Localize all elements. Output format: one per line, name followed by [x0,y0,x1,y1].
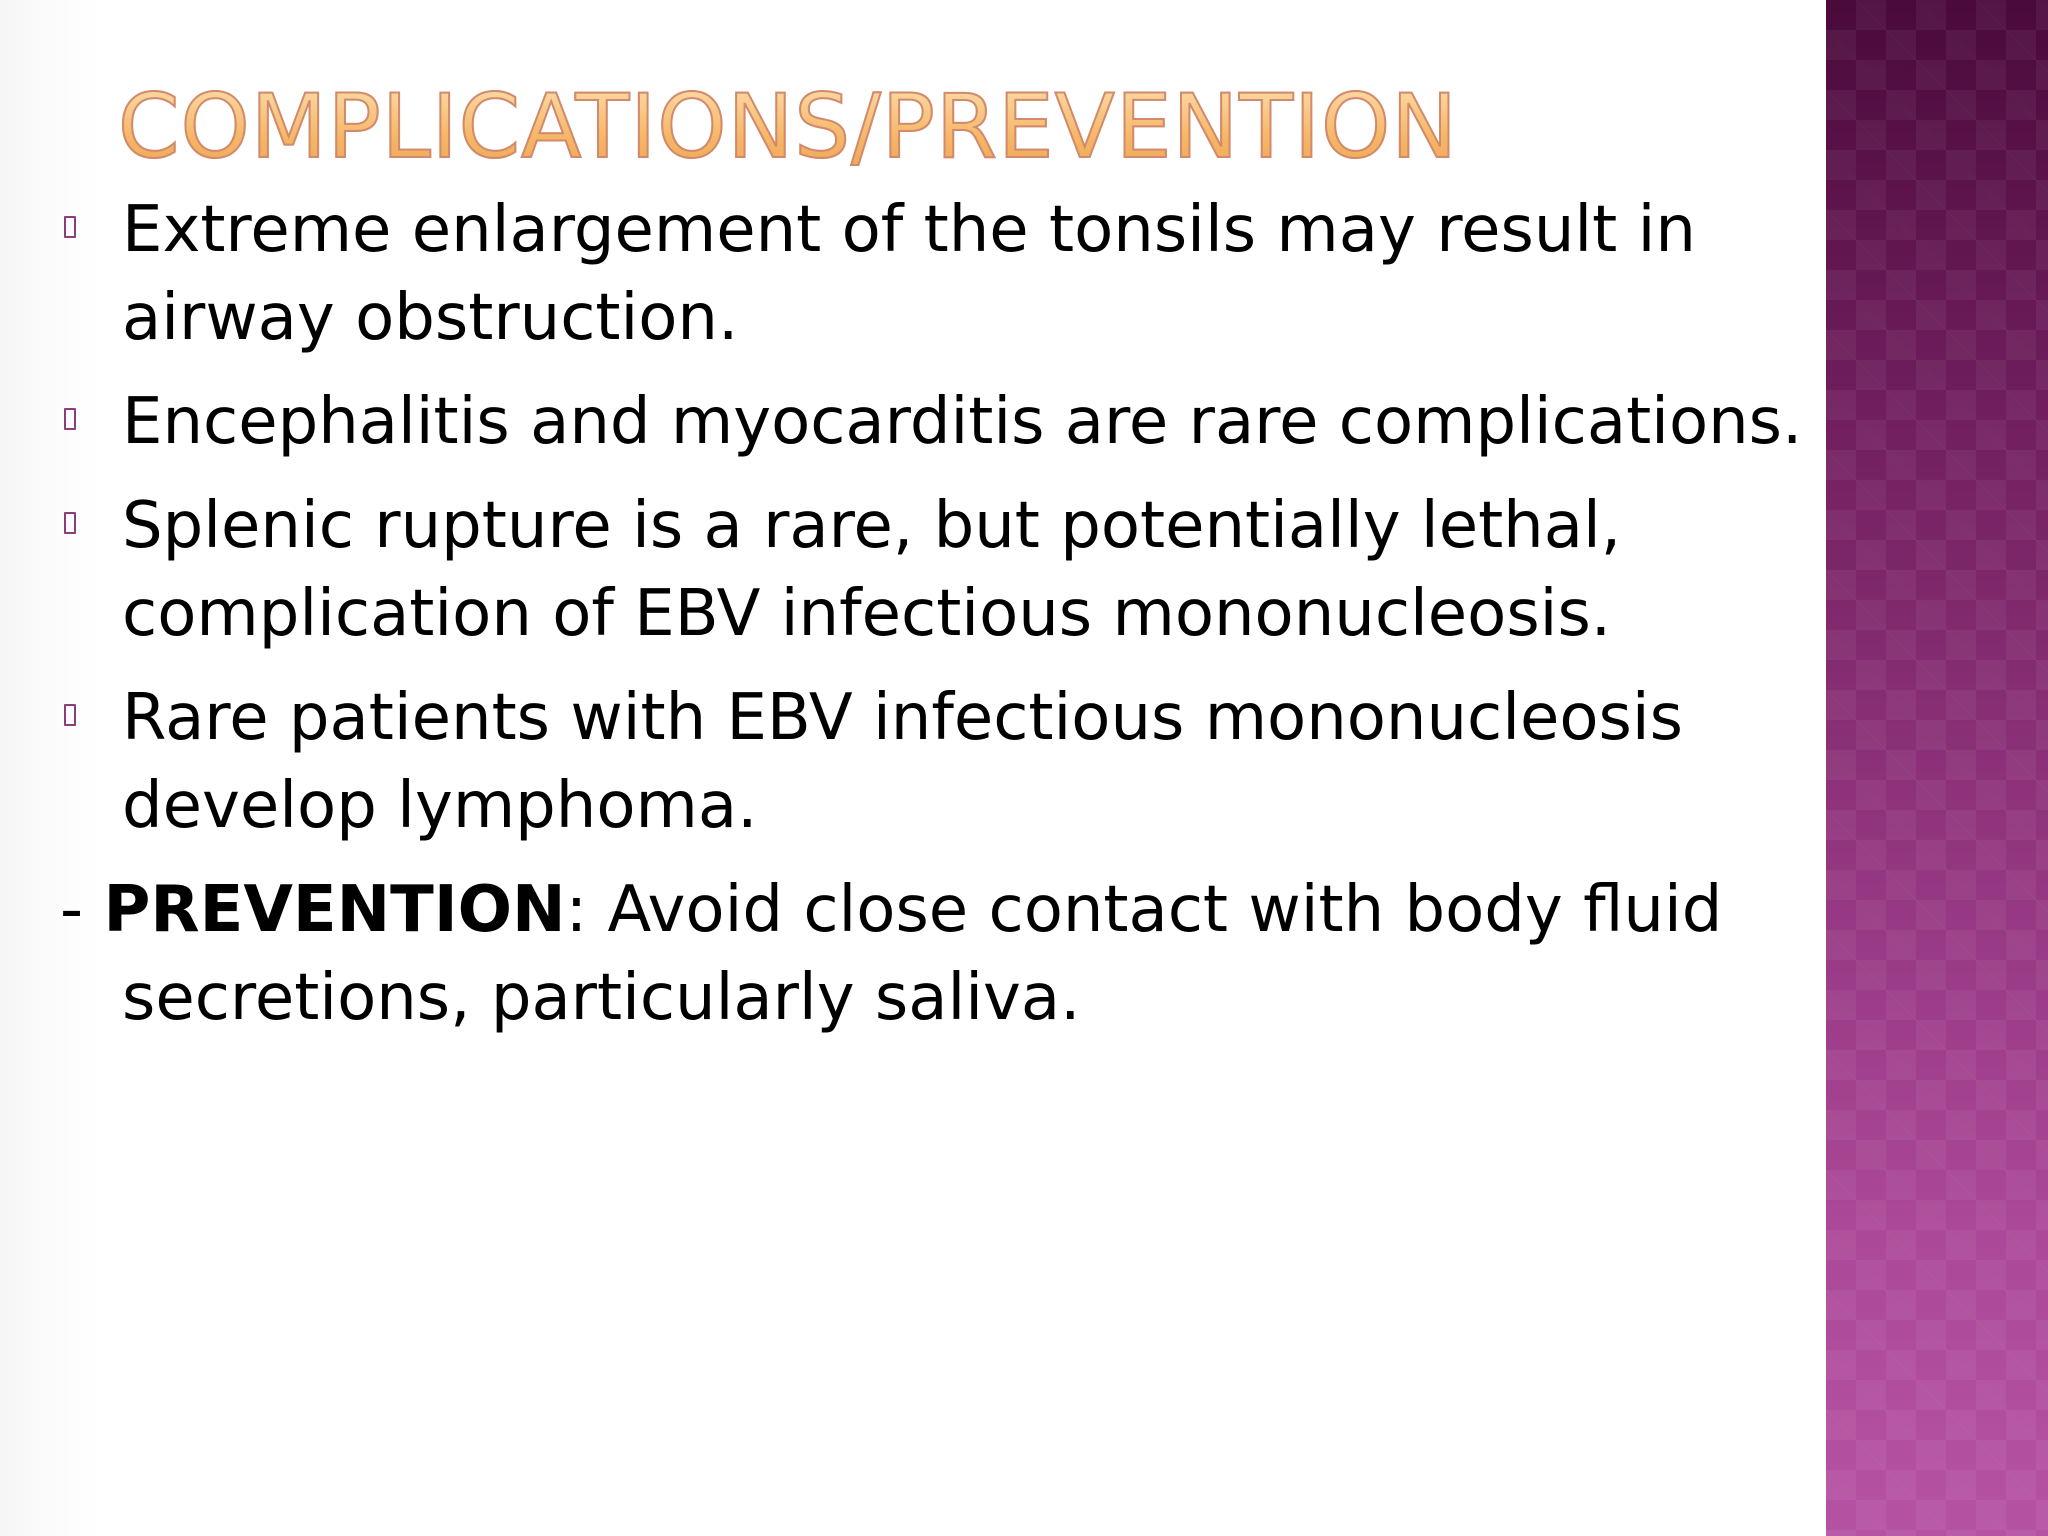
bullet-item [60,674,1860,850]
bullet-square-icon [64,216,76,238]
bullet-item [60,378,1860,466]
bullet-text-line: develop lymphoma. [122,769,758,843]
bullet-text-line: Splenic rupture is a rare, but potentially lethal, [122,489,1622,563]
bullet-item [60,482,1860,658]
prevention-line-2: secretions, particularly saliva. [122,961,1081,1035]
slide-body [60,186,1860,1042]
bullet-text-line: Extreme enlargement of the tonsils may result in [122,193,1696,267]
prevention-paragraph [60,866,1860,1042]
bullet-item [60,186,1860,362]
bullet-square-icon [64,512,76,534]
prevention-separator: : [565,873,608,947]
bullet-square-icon [64,408,76,430]
bullet-text-line: airway obstruction. [122,281,739,355]
bullet-text-line: Rare patients with EBV infectious mononucleosis [122,681,1683,755]
slide-title: COMPLICATIONS/PREVENTION [118,72,1458,182]
bullet-text-line: Encephalitis and myocarditis are rare complications. [122,385,1803,459]
prevention-text: Avoid close contact with body fluid [607,873,1723,947]
bullet-square-icon [64,704,76,726]
prevention-label: PREVENTION [103,873,566,947]
prevention-line-1 [60,873,1722,947]
prevention-dash: - [60,873,104,947]
bullet-text-line: complication of EBV infectious mononucleosis. [122,577,1612,651]
